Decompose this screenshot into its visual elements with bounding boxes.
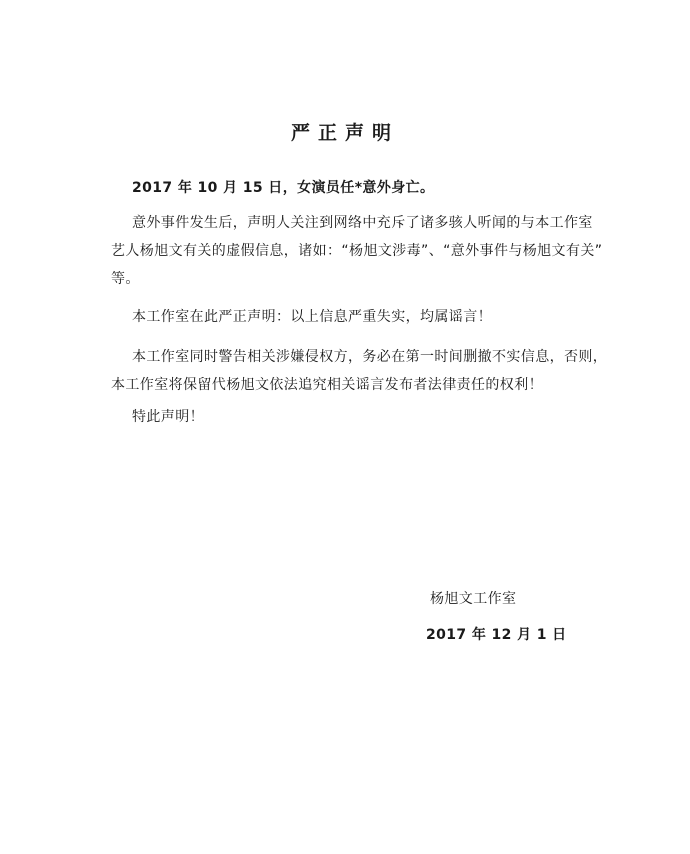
document-title: 严正声明 (290, 122, 399, 144)
paragraph-line: 艺人杨旭文有关的虚假信息，诸如：“杨旭文涉毒”、“意外事件与杨旭文有关” (111, 243, 603, 259)
paragraph-line: 本工作室将保留代杨旭文依法追究相关谣言发布者法律责任的权利！ (111, 377, 543, 393)
paragraph-line: 特此声明！ (132, 409, 204, 425)
paragraph-line: 本工作室在此严正声明：以上信息严重失实，均属谣言！ (132, 309, 492, 325)
signature-date: 2017 年 12 月 1 日 (426, 627, 567, 643)
paragraph-line: 等。 (111, 271, 140, 287)
paragraph-line: 意外事件发生后，声明人关注到网络中充斥了诸多骇人听闻的与本工作室 (132, 215, 593, 231)
signature-issuer: 杨旭文工作室 (430, 591, 517, 607)
paragraph-date-line: 2017 年 10 月 15 日，女演员任*意外身亡。 (132, 180, 435, 196)
paragraph-line: 本工作室同时警告相关涉嫌侵权方，务必在第一时间删撤不实信息，否则， (132, 349, 608, 365)
